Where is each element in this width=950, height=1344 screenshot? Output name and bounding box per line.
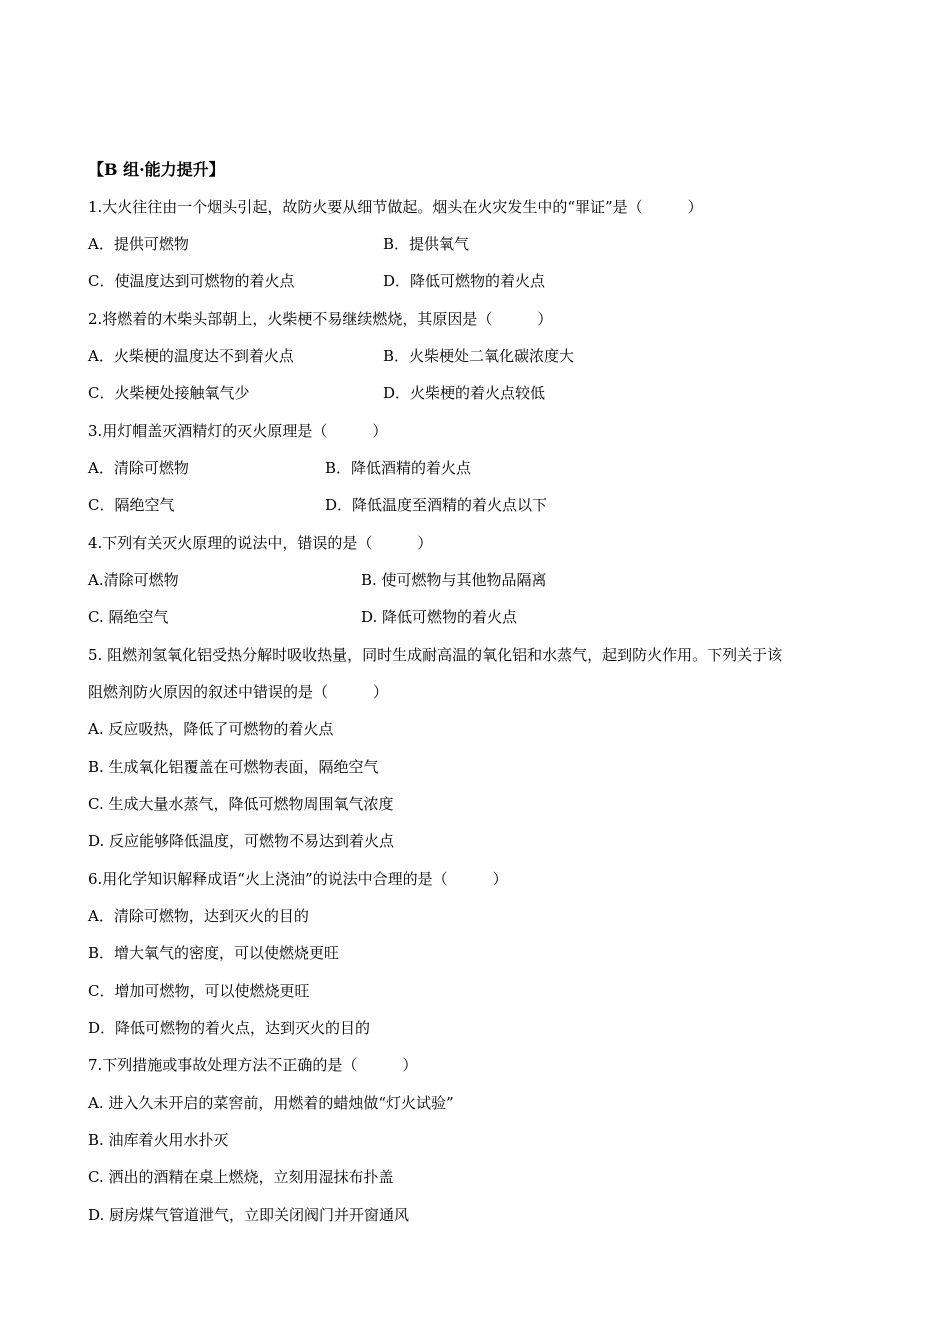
question-6-option-a: A．清除可燃物，达到灭火的目的 — [88, 907, 309, 925]
question-3-option-c: C．隔绝空气 — [88, 496, 175, 514]
question-4-option-a: A.清除可燃物 — [88, 571, 179, 589]
question-3-option-a: A．清除可燃物 — [88, 459, 189, 477]
question-2-option-a: A．火柴梗的温度达不到着火点 — [88, 347, 294, 365]
question-2-option-d: D．火柴梗的着火点较低 — [383, 384, 546, 402]
question-5-stem-line-1: 5. 阻燃剂氢氧化铝受热分解时吸收热量，同时生成耐高温的氧化铝和水蒸气，起到防火作用。下列关于该 — [88, 646, 783, 664]
question-6-option-d: D．降低可燃物的着火点，达到灭火的目的 — [88, 1019, 371, 1037]
question-6-stem: 6.用化学知识解释成语“火上浇油”的说法中合理的是（ ） — [88, 870, 508, 888]
question-2-stem: 2.将燃着的木柴头部朝上，火柴梗不易继续燃烧，其原因是（ ） — [88, 310, 553, 328]
question-5-option-b: B. 生成氧化铝覆盖在可燃物表面，隔绝空气 — [88, 758, 379, 776]
question-2-option-c: C．火柴梗处接触氧气少 — [88, 384, 250, 402]
question-1-option-d: D．降低可燃物的着火点 — [383, 272, 546, 290]
question-6-option-b: B．增大氧气的密度，可以使燃烧更旺 — [88, 944, 340, 962]
question-2-option-b: B．火柴梗处二氧化碳浓度大 — [383, 347, 575, 365]
question-5-stem-line-2: 阻燃剂防火原因的叙述中错误的是（ ） — [88, 683, 389, 701]
question-5-option-d: D. 反应能够降低温度，可燃物不易达到着火点 — [88, 832, 395, 850]
question-5-option-a: A. 反应吸热，降低了可燃物的着火点 — [88, 720, 334, 738]
question-1-option-a: A．提供可燃物 — [88, 235, 189, 253]
question-3-stem: 3.用灯帽盖灭酒精灯的灭火原理是（ ） — [88, 422, 388, 440]
question-7-option-d: D. 厨房煤气管道泄气，立即关闭阀门并开窗通风 — [88, 1206, 410, 1224]
question-4-option-d: D. 降低可燃物的着火点 — [361, 608, 518, 626]
question-1-option-c: C．使温度达到可燃物的着火点 — [88, 272, 295, 290]
question-1-option-b: B．提供氧气 — [383, 235, 470, 253]
question-7-stem: 7.下列措施或事故处理方法不正确的是（ ） — [88, 1056, 418, 1074]
question-1-stem: 1.大火往往由一个烟头引起，故防火要从细节做起。烟头在火灾发生中的“罪证”是（ ） — [88, 198, 703, 216]
question-3-option-b: B．降低酒精的着火点 — [325, 459, 472, 477]
question-4-option-c: C. 隔绝空气 — [88, 608, 169, 626]
question-4-option-b: B. 使可燃物与其他物品隔离 — [361, 571, 547, 589]
question-7-option-a: A. 进入久未开启的菜窖前，用燃着的蜡烛做“灯火试验” — [88, 1094, 454, 1112]
section-title: 【B 组·能力提升】 — [88, 160, 225, 179]
question-7-option-c: C. 洒出的酒精在桌上燃烧，立刻用湿抹布扑盖 — [88, 1168, 394, 1186]
question-5-option-c: C. 生成大量水蒸气，降低可燃物周围氧气浓度 — [88, 795, 394, 813]
question-3-option-d: D．降低温度至酒精的着火点以下 — [325, 496, 548, 514]
question-4-stem: 4.下列有关灭火原理的说法中，错误的是（ ） — [88, 534, 433, 552]
question-7-option-b: B. 油库着火用水扑灭 — [88, 1131, 229, 1149]
question-6-option-c: C．增加可燃物，可以使燃烧更旺 — [88, 982, 310, 1000]
